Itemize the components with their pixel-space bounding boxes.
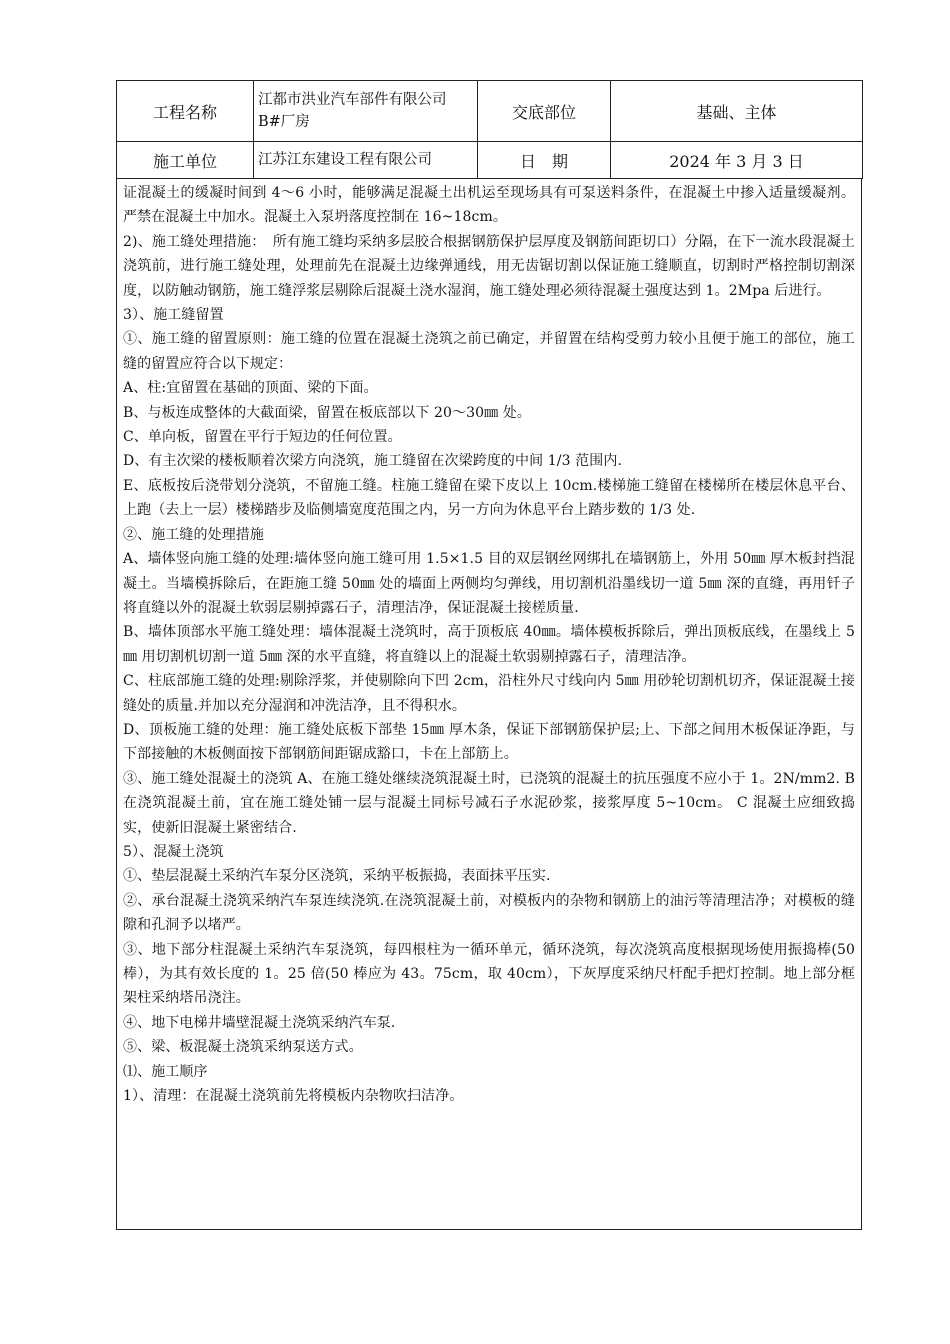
- paragraph: C、单向板，留置在平行于短边的任何位置。: [123, 429, 402, 446]
- paragraph: ④、地下电梯井墙壁混凝土浇筑采纳汽车泵.: [123, 1014, 396, 1031]
- disclosure-sheet: [116, 80, 862, 1230]
- paragraph: ③、施工缝处混凝土的浇筑 A、在施工缝处继续浇筑混凝土时，已浇筑的混凝土的抗压强度不应小于 1。2N/mm2. B 在浇筑混凝土前，宜在施工缝处铺一层与混凝土同标号减石子水泥砂浆，接浆厚度 5~10cm。 C 混凝土应细致捣实，使新旧混凝土紧密结合.: [123, 770, 855, 836]
- paragraph: A、墙体竖向施工缝的处理:墙体竖向施工缝可用 1.5×1.5 目的双层钢丝网绑扎在墙钢筋上，外用 50㎜ 厚木板封挡混凝土。当墙模拆除后，在距施工缝 50㎜ 处的墙面上两侧均匀弹线，用切割机沿墨线切一道 5㎜ 深的直缝，再用钎子将直缝以外的混凝土软弱层剔掉露石子，清理洁净，保证混凝土接槎质量.: [123, 551, 855, 616]
- contractor-value: 江苏江东建设工程有限公司: [254, 142, 478, 179]
- paragraph: D、有主次梁的楼板顺着次梁方向浇筑，施工缝留在次梁跨度的中间 1/3 范围内.: [123, 453, 623, 470]
- paragraph: A、柱:宜留置在基础的顶面、梁的下面。: [123, 380, 378, 397]
- paragraph: B、墙体顶部水平施工缝处理：墙体混凝土浇筑时，高于顶板底 40㎜。墙体模板拆除后，弹出顶板底线，在墨线上 5㎜ 用切割机切割一道 5㎜ 深的水平直缝，将直缝以上的混凝土软弱剔掉露石子，清理洁净。: [123, 624, 855, 665]
- paragraph: E、底板按后浇带划分浇筑，不留施工缝。柱施工缝留在梁下皮以上 10cm.楼梯施工缝留在楼梯所在楼层休息平台、上跑（去上一层）楼梯踏步及临侧墙宽度范围之内，另一方向为休息平台上踏步数的 1/3 处.: [123, 477, 855, 519]
- section-heading: ⑴、施工顺序: [123, 1063, 208, 1080]
- paragraph: C、柱底部施工缝的处理:剔除浮浆，并使剔除向下凹 2cm，沿柱外尺寸线向内 5㎜ 用砂轮切割机切齐，保证混凝土接缝处的质量.并加以充分湿润和冲洗洁净，且不得积水。: [123, 673, 855, 714]
- paragraph: ①、垫层混凝土采纳汽车泵分区浇筑，采纳平板振捣，表面抹平压实.: [123, 868, 551, 885]
- paragraph: 证混凝土的缓凝时间到 4～6 小时，能够满足混凝土出机运至现场具有可泵送料条件，在混凝土中掺入适量缓凝剂。严禁在混凝土中加水。混凝土入泵坍落度控制在 16~18cm。: [123, 185, 855, 226]
- project-name-value: 江都市洪业汽车部件有限公司 B#厂房: [254, 81, 478, 142]
- section-heading: ②、施工缝的处理措施: [123, 526, 264, 543]
- location-value: 基础、主体: [611, 81, 863, 142]
- section-heading: 5）、混凝土浇筑: [123, 843, 224, 860]
- paragraph: 2)、施工缝处理措施： 所有施工缝均采纳多层胶合根据钢筋保护层厚度及钢筋间距切口）分隔，在下一流水段混凝土浇筑前，进行施工缝处理，处理前先在混凝土边缘弹通线，用无齿锯切割以保证施工缝顺直，切割时严格控制切割深度，以防触动钢筋，施工缝浮浆层剔除后混凝土浇水湿润，施工缝处理必须待混凝土强度达到 1。2Mpa 后进行。: [123, 233, 855, 299]
- content-body: [116, 179, 862, 1230]
- paragraph: 1）、清理：在混凝土浇筑前先将模板内杂物吹扫洁净。: [123, 1088, 464, 1105]
- paragraph: D、顶板施工缝的处理：施工缝处底板下部垫 15㎜ 厚木条，保证下部钢筋保护层;上、下部之间用木板保证净距，与下部接触的木板侧面按下部钢筋间距锯成豁口，卡在上部筋上。: [123, 721, 855, 763]
- paragraph: ③、地下部分柱混凝土采纳汽车泵浇筑，每四根柱为一循环单元，循环浇筑，每次浇筑高度根据现场使用振捣棒(50 棒），为其有效长度的 1。25 倍(50 棒应为 43。75cm，取 40cm），下灰厚度采纳尺杆配手把灯控制。地上部分框架柱采纳塔吊浇注。: [123, 941, 855, 1007]
- location-label: 交底部位: [478, 81, 611, 142]
- paragraph: ⑤、梁、板混凝土浇筑采纳泵送方式。: [123, 1039, 363, 1056]
- paragraph: ②、承台混凝土浇筑采纳汽车泵连续浇筑.在浇筑混凝土前，对模板内的杂物和钢筋上的油污等清理洁净；对模板的缝隙和孔洞予以堵严。: [123, 892, 855, 934]
- section-heading: 3）、施工缝留置: [123, 307, 224, 324]
- header-table: [116, 80, 863, 179]
- date-label: 日 期: [478, 142, 611, 179]
- paragraph: B、与板连成整体的大截面梁，留置在板底部以下 20～30㎜ 处。: [123, 404, 532, 421]
- paragraph: ①、施工缝的留置原则：施工缝的位置在混凝土浇筑之前已确定，并留置在结构受剪力较小且便于施工的部位，施工缝的留置应符合以下规定：: [123, 331, 855, 372]
- contractor-label: 施工单位: [117, 142, 254, 179]
- project-name-label: 工程名称: [117, 81, 254, 142]
- date-value: 2024 年 3 月 3 日: [611, 142, 863, 179]
